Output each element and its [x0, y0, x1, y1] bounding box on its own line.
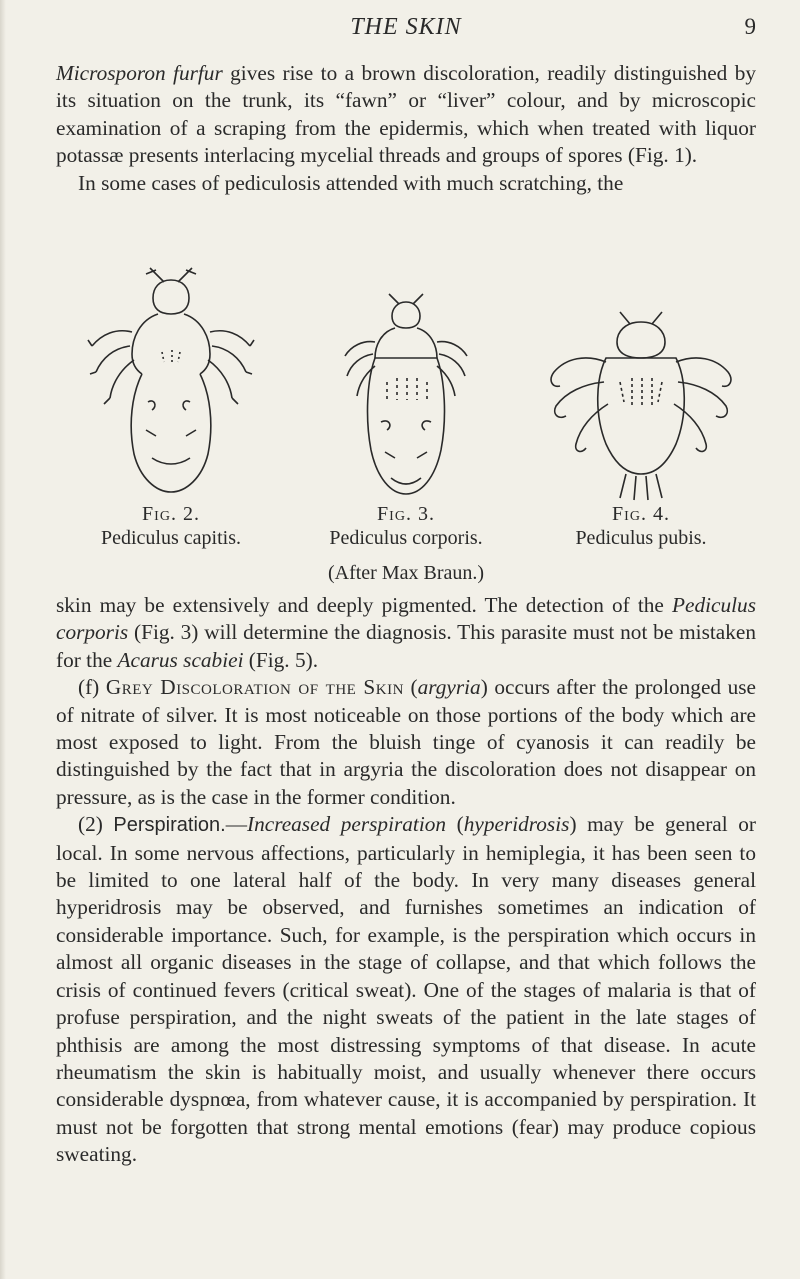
term-pediculus-corporis: Pediculus corporis: [56, 593, 756, 645]
figure-3: [286, 232, 526, 550]
term-increased-perspiration: Increased perspiration: [247, 812, 447, 837]
term-microsporon: Microsporon furfur: [56, 61, 223, 85]
term-argyria: argyria: [417, 675, 481, 700]
figure-credit: (After Max Braun.): [327, 562, 485, 584]
paragraph-pediculosis: In some cases of pediculosis attended with much scratching, the: [78, 170, 624, 195]
paragraph-perspiration: (2) Perspiration.—Increased perspiration (hyperidrosis) may be general or local. In some nervous affections, particularly in hemiplegia, it has been seen to be limited to one lateral half of the body. In very many diseases general hyperidrosis may be observed, and furnishes sometimes an indication of considerable importance. Such, for example, is the perspiration which occurs in almost all organic diseases in the stage of collapse, and that which follows the crisis of continued fevers (critical sweat). One of the stages of malaria is that of profuse perspiration, and the night sweats of the patient in the late stages of phthisis are among the most distressing symptoms of that disease. In acute rheumatism the skin is habitually moist, and usually whenever there occurs considerable dyspnœa, from whatever cause, it is accompanied by perspiration. It must not be forgotten that strong mental emotions (fear) may produce copious sweating.: [56, 812, 756, 1167]
heading-grey-discoloration: Grey Discoloration of the Skin: [105, 675, 404, 700]
pediculus-capitis-illustration: [86, 262, 256, 502]
pediculus-corporis-illustration: [341, 292, 471, 502]
figure-4-caption: Pediculus pubis.: [575, 527, 707, 549]
paragraph-pigmented: skin may be extensively and deeply pigmented. The detection of the Pediculus corporis (Fig. 3) will determine the diagnosis. This parasite must not be mistaken for the Acarus scabiei (Fig. 5).: [56, 593, 756, 672]
page-edge: [0, 0, 6, 1279]
page-header: [56, 14, 756, 48]
pediculus-pubis-illustration: [546, 302, 736, 502]
running-head: THE SKIN: [350, 14, 462, 40]
term-acarus-scabiei: Acarus scabiei: [117, 647, 244, 672]
paragraph-microsporon: Microsporon furfur gives rise to a brown discoloration, readily distinguished by its situation on the trunk, its “fawn” or “liver” colour, and by microscopic examination of a scraping from the epidermis, which when treated with liquor potassæ presents interlacing mycelial threads and groups of spores (Fig. 1).: [56, 61, 756, 168]
term-hyperidrosis: hyperidrosis: [463, 812, 570, 837]
figure-4-label: Fig. 4.: [612, 503, 670, 525]
figure-3-label: Fig. 3.: [377, 503, 435, 525]
main-text: [56, 592, 756, 1169]
figure-2-caption: Pediculus capitis.: [101, 527, 241, 549]
page-number: 9: [744, 14, 756, 39]
heading-perspiration: Perspiration.: [113, 814, 226, 837]
figure-2: [56, 232, 286, 550]
intro-text: [56, 60, 756, 197]
figure-4: [526, 232, 756, 550]
figure-row: [56, 232, 756, 582]
figure-3-caption: Pediculus corporis.: [329, 527, 483, 549]
figure-2-label: Fig. 2.: [142, 503, 200, 525]
paragraph-grey-discoloration: (f) Grey Discoloration of the Skin (argyria) occurs after the prolonged use of nitrate of silver. It is most noticeable on those portions of the body which are most exposed to light. From the bluish tinge of cyanosis it can readily be distinguished by the fact that in argyria the discoloration does not disappear on pressure, as is the case in the former condition.: [56, 675, 757, 809]
